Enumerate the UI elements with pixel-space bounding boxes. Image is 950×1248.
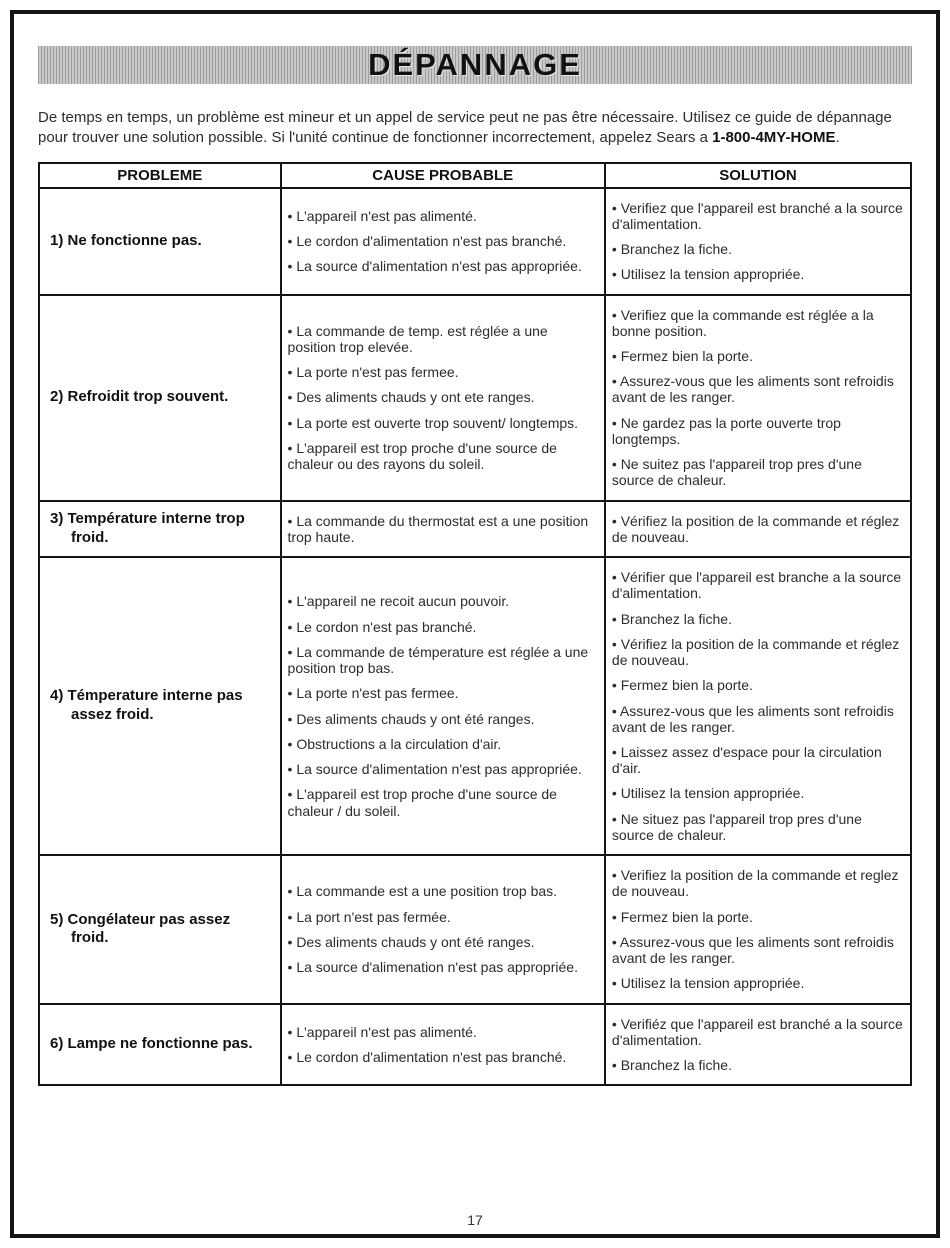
table-row bbox=[39, 501, 911, 557]
bullet-item: • L'appareil est trop proche d'une source de chaleur / du soleil. bbox=[287, 786, 557, 819]
table-row bbox=[39, 557, 911, 855]
bullet-item: • Le cordon n'est pas branché. bbox=[287, 618, 477, 635]
bullet-item: • Ne suitez pas l'appareil trop pres d'une source de chaleur. bbox=[611, 456, 862, 489]
problem-label: 3) Température interne trop froid. bbox=[50, 510, 245, 546]
table-body bbox=[39, 188, 911, 1086]
intro-text-end: . bbox=[835, 128, 840, 146]
bullet-item: • La commande de témperature est réglée a une position trop bas. bbox=[287, 643, 589, 677]
table-row bbox=[39, 295, 911, 501]
bullet-item: • Ne gardez pas la porte ouverte trop longtemps. bbox=[611, 414, 841, 447]
cause-cell bbox=[281, 1004, 605, 1086]
page-number: 17 bbox=[467, 1212, 483, 1228]
cause-cell bbox=[281, 855, 605, 1003]
bullet-item: • La source d'alimentation n'est pas appropriée. bbox=[287, 761, 582, 778]
bullet-item: • Assurez-vous que les aliments sont refroidis avant de les ranger. bbox=[611, 933, 894, 967]
problem-cell bbox=[39, 1004, 281, 1086]
bullet-item: • Ne situez pas l'appareil trop pres d'une source de chaleur. bbox=[611, 810, 862, 843]
solution-cell bbox=[605, 295, 911, 501]
problem-cell bbox=[39, 557, 281, 855]
problem-label: 4) Témperature interne pas assez froid. bbox=[50, 687, 243, 724]
table-row bbox=[39, 1004, 911, 1086]
bullet-item: • Utilisez la tension appropriée. bbox=[611, 975, 805, 992]
bullet-item: • La port n'est pas fermée. bbox=[287, 908, 451, 925]
problem-cell bbox=[39, 295, 281, 501]
bullet-item: • Fermez bien la porte. bbox=[611, 677, 753, 694]
bullet-item: • Assurez-vous que les aliments sont refroidis avant de les ranger. bbox=[611, 702, 894, 735]
problem-cell bbox=[39, 501, 281, 557]
bullet-item: • La source d'alimentation n'est pas appropriée. bbox=[287, 258, 582, 275]
page-frame bbox=[10, 10, 940, 1238]
solution-cell bbox=[605, 1004, 911, 1086]
page-title: DÉPANNAGE bbox=[368, 47, 582, 82]
problem-label: 1) Ne fonctionne pas. bbox=[50, 231, 202, 249]
bullet-item: • Verifiéz que l'appareil est branché a la source d'alimentation. bbox=[611, 1015, 903, 1048]
bullet-item: • Vérifiez la position de la commande et réglez de nouveau. bbox=[611, 635, 900, 669]
header-probleme: PROBLEME bbox=[39, 163, 281, 188]
bullet-item: • Verifiez la position de la commande et reglez de nouveau. bbox=[611, 867, 899, 900]
bullet-item: • La commande est a une position trop bas. bbox=[287, 883, 558, 900]
bullet-item: • La commande du thermostat est a une position trop haute. bbox=[287, 512, 589, 545]
bullet-item: • Fermez bien la porte. bbox=[611, 908, 753, 925]
problem-label: 2) Refroidit trop souvent. bbox=[50, 388, 229, 406]
table-header-row bbox=[39, 163, 911, 188]
cause-cell bbox=[281, 557, 605, 855]
bullet-item: • Des aliments chauds y ont été ranges. bbox=[287, 710, 535, 727]
phone-number: 1-800-4MY-HOME bbox=[712, 128, 836, 146]
bullet-item: • Des aliments chauds y ont ete ranges. bbox=[287, 389, 535, 406]
bullet-item: • Le cordon d'alimentation n'est pas branché. bbox=[287, 232, 567, 249]
intro-paragraph bbox=[38, 108, 912, 148]
cause-cell bbox=[281, 295, 605, 501]
intro-text: De temps en temps, un problème est mineur et un appel de service peut ne pas être nécessaire. Utilisez ce guide de dépannage pour trouver une solution possible. Si l'unité continue de fonctionner incorrectement, appelez Sears a bbox=[38, 109, 892, 146]
title-banner bbox=[38, 46, 912, 84]
bullet-item: • Branchez la fiche. bbox=[611, 241, 732, 258]
bullet-item: • L'appareil n'est pas alimenté. bbox=[287, 1023, 477, 1040]
problem-label: 6) Lampe ne fonctionne pas. bbox=[50, 1035, 253, 1053]
bullet-item: • Utilisez la tension appropriée. bbox=[611, 785, 805, 802]
problem-cell bbox=[39, 188, 281, 295]
table-row bbox=[39, 855, 911, 1003]
solution-cell bbox=[605, 557, 911, 855]
bullet-item: • Laissez assez d'espace pour la circulation d'air. bbox=[611, 743, 882, 777]
cause-cell bbox=[281, 188, 605, 295]
bullet-item: • La source d'alimenation n'est pas appropriée. bbox=[287, 959, 578, 976]
bullet-item: • L'appareil n'est pas alimenté. bbox=[287, 207, 477, 224]
problem-cell bbox=[39, 855, 281, 1003]
bullet-item: • Des aliments chauds y ont été ranges. bbox=[287, 933, 535, 950]
troubleshooting-table bbox=[38, 162, 912, 1087]
bullet-item: • La porte est ouverte trop souvent/ longtemps. bbox=[287, 414, 579, 431]
bullet-item: • Branchez la fiche. bbox=[611, 610, 732, 627]
bullet-item: • La commande de temp. est réglée a une position trop elevée. bbox=[287, 322, 548, 355]
bullet-item: • L'appareil ne recoit aucun pouvoir. bbox=[287, 593, 510, 610]
solution-cell bbox=[605, 188, 911, 295]
bullet-item: • Vérifier que l'appareil est branche a la source d'alimentation. bbox=[611, 569, 902, 602]
bullet-item: • Verifiez que la commande est réglée a la bonne position. bbox=[611, 306, 874, 339]
solution-cell bbox=[605, 855, 911, 1003]
problem-label: 5) Congélateur pas assez froid. bbox=[50, 910, 231, 947]
header-solution: SOLUTION bbox=[605, 163, 911, 188]
cause-cell bbox=[281, 501, 605, 557]
bullet-item: • La porte n'est pas fermee. bbox=[287, 364, 459, 381]
bullet-item: • Vérifiez la position de la commande et réglez de nouveau. bbox=[611, 512, 900, 545]
bullet-item: • L'appareil est trop proche d'une source de chaleur ou des rayons du soleil. bbox=[287, 439, 557, 473]
bullet-item: • Assurez-vous que les aliments sont refroidis avant de les ranger. bbox=[611, 373, 894, 406]
bullet-item: • Fermez bien la porte. bbox=[611, 348, 753, 364]
table-row bbox=[39, 188, 911, 295]
bullet-item: • Obstructions a la circulation d'air. bbox=[287, 735, 502, 752]
bullet-item: • Utilisez la tension appropriée. bbox=[611, 266, 805, 283]
header-cause-probable: CAUSE PROBABLE bbox=[281, 163, 605, 188]
bullet-item: • Verifiez que l'appareil est branché a la source d'alimentation. bbox=[611, 199, 903, 232]
solution-cell bbox=[605, 501, 911, 557]
bullet-item: • Le cordon d'alimentation n'est pas branché. bbox=[287, 1048, 567, 1065]
bullet-item: • Branchez la fiche. bbox=[611, 1057, 732, 1074]
bullet-item: • La porte n'est pas fermee. bbox=[287, 685, 459, 702]
